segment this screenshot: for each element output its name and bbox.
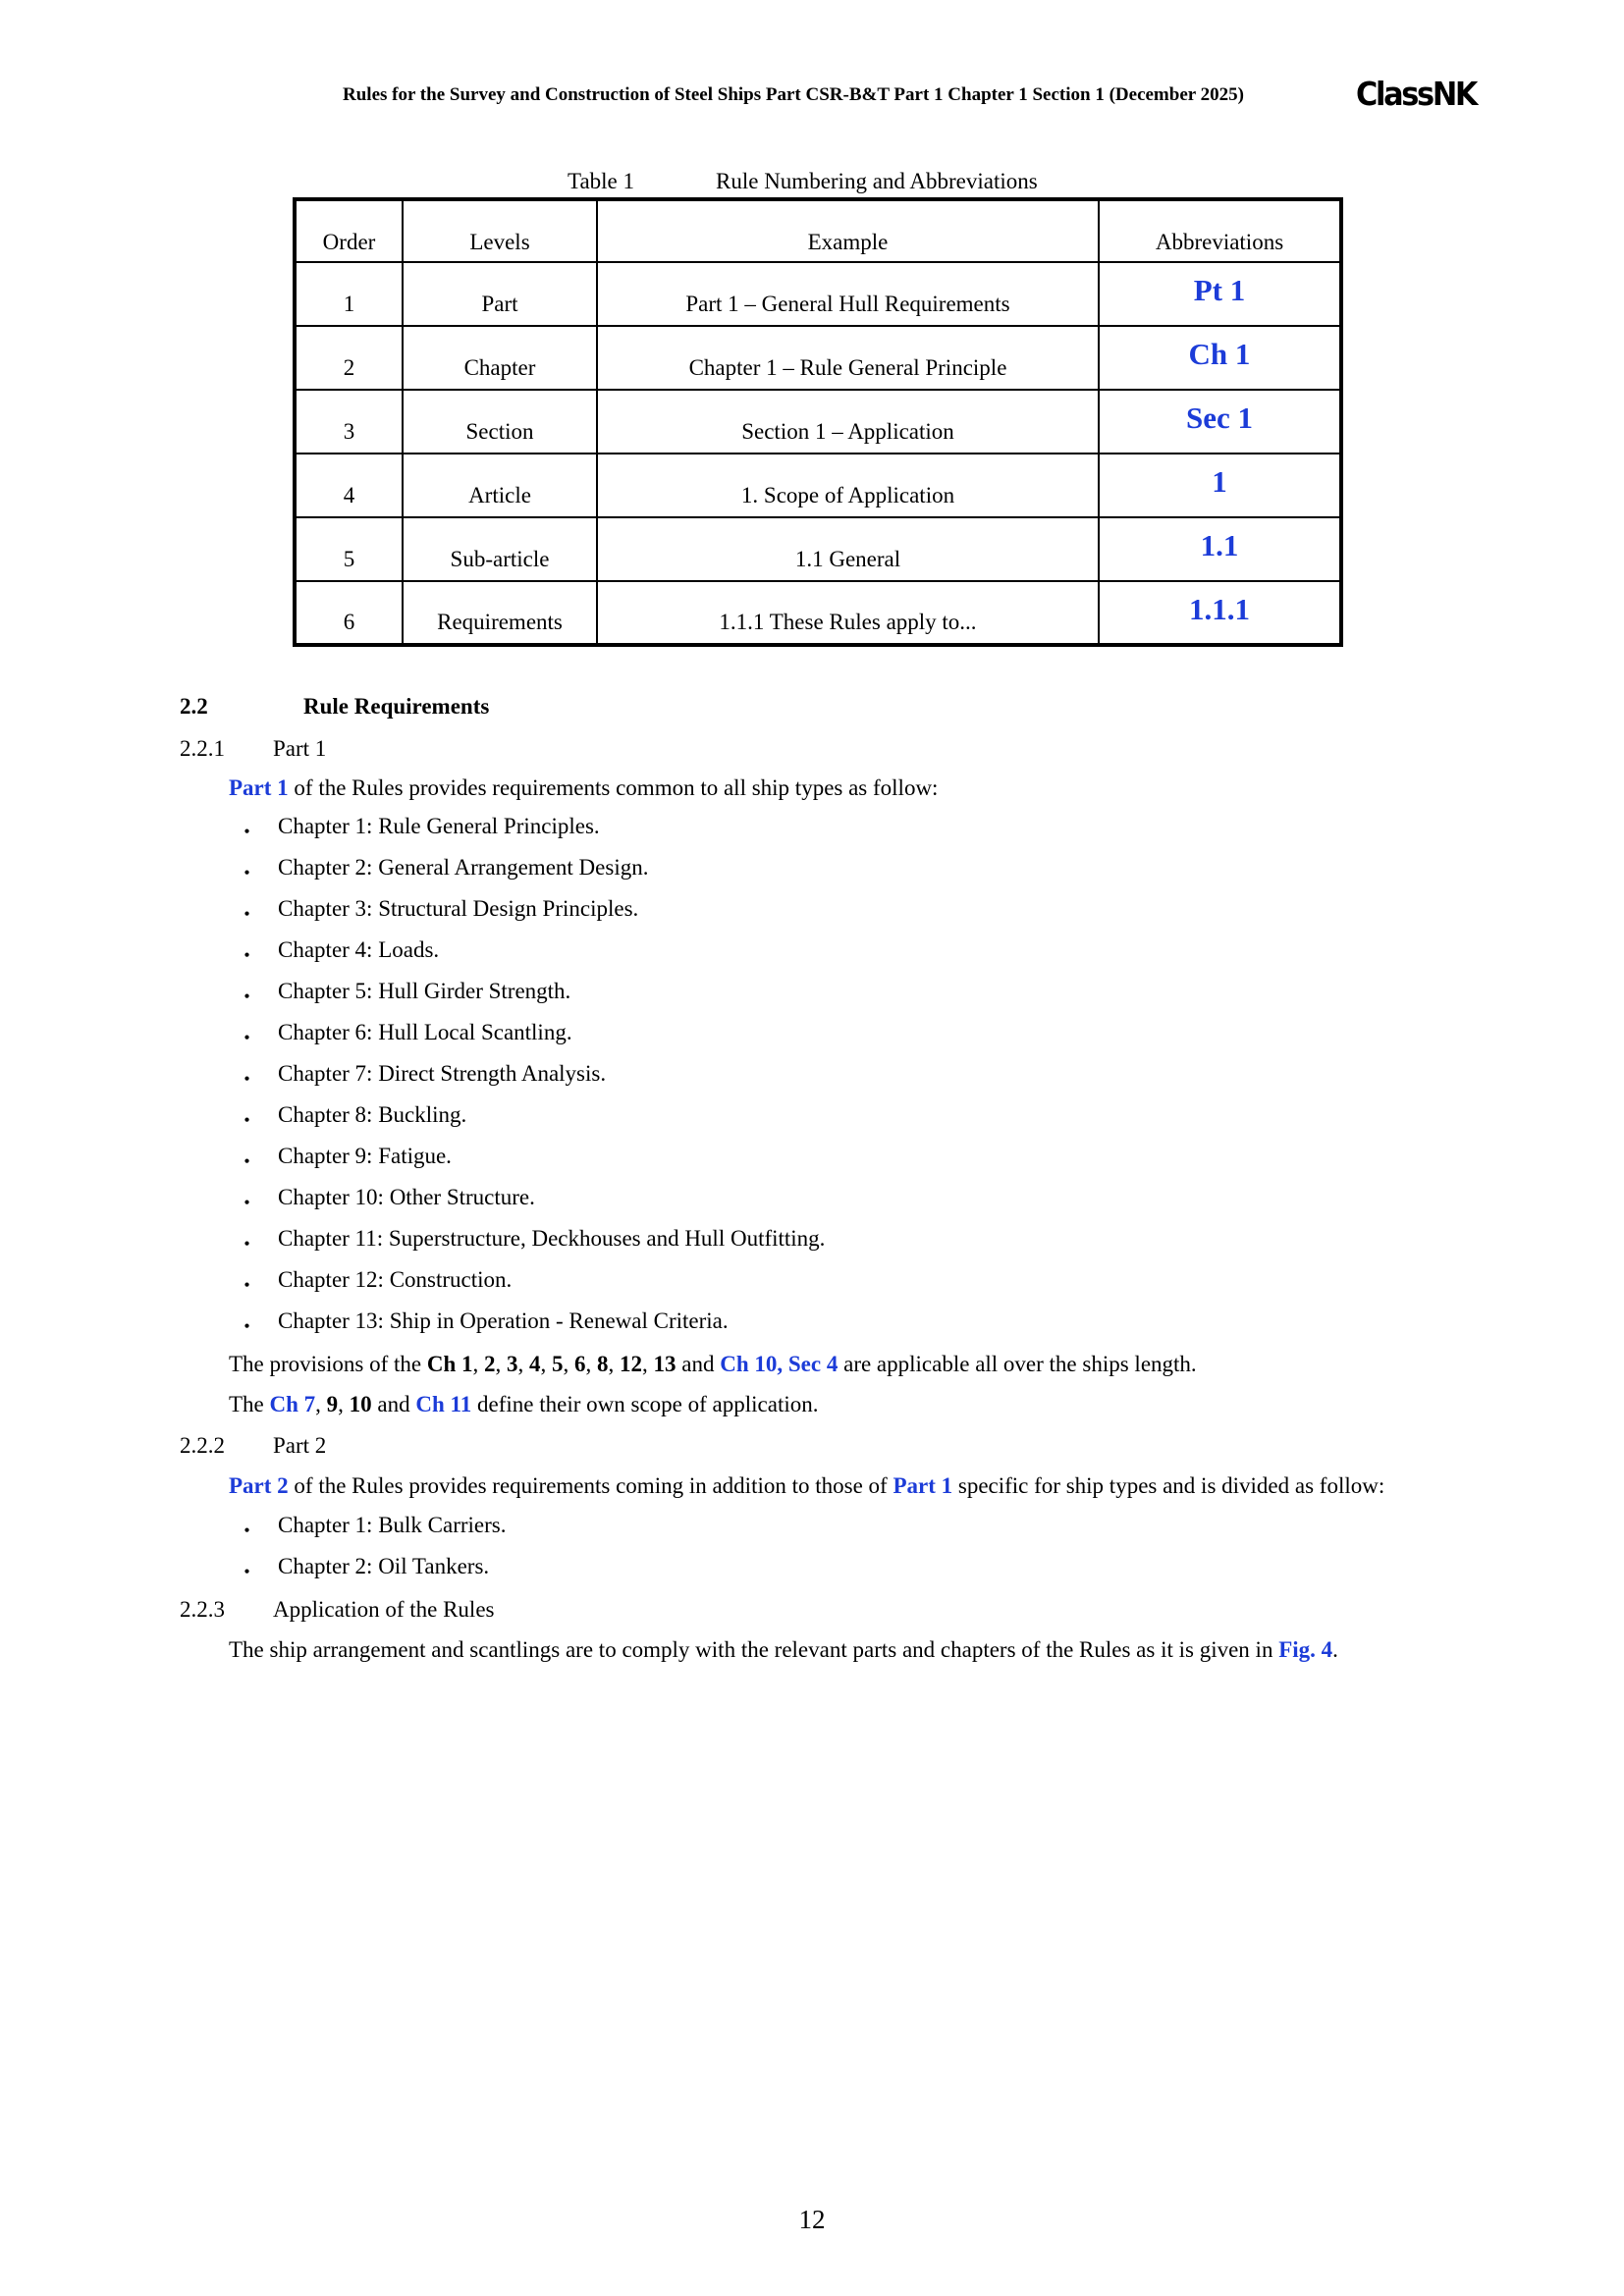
level-cell: Chapter: [403, 326, 597, 390]
order-cell: 6: [295, 581, 403, 645]
paragraph: Part 1 of the Rules provides requirements common to all ship types as follow:: [229, 775, 939, 800]
subsection-title: Part 1: [273, 736, 327, 761]
bullet-icon: ・: [236, 902, 258, 927]
list-item: Chapter 1: Bulk Carriers.: [278, 1513, 507, 1537]
table-row: [295, 390, 1341, 454]
paragraph: Part 2 of the Rules provides requirements coming in addition to those of Part 1 specific for ship types and is divided as follow:: [229, 1473, 1385, 1498]
list-item: Chapter 6: Hull Local Scantling.: [278, 1020, 572, 1044]
list-item: Chapter 2: General Arrangement Design.: [278, 855, 649, 880]
ch11-link[interactable]: Ch 11: [415, 1392, 472, 1416]
list-item: Chapter 12: Construction.: [278, 1267, 513, 1292]
bullet-icon: ・: [236, 1519, 258, 1543]
order-cell: 3: [295, 390, 403, 454]
bullet-icon: ・: [236, 1067, 258, 1092]
subsection-number: 2.2.2: [180, 1433, 225, 1458]
column-header-order: Order: [295, 199, 403, 262]
bullet-icon: ・: [236, 1149, 258, 1174]
order-cell: 1: [295, 262, 403, 326]
ch7-link[interactable]: Ch 7: [269, 1392, 316, 1416]
table-row: [295, 454, 1341, 517]
level-cell: Part: [403, 262, 597, 326]
list-item: Chapter 3: Structural Design Principles.: [278, 896, 639, 921]
level-cell: Requirements: [403, 581, 597, 645]
bullet-icon: ・: [236, 985, 258, 1009]
bullet-icon: ・: [236, 1314, 258, 1339]
list-item: Chapter 5: Hull Girder Strength.: [278, 979, 571, 1003]
part1-link[interactable]: Part 1: [893, 1473, 953, 1498]
provisions-paragraph: The provisions of the Ch 1, 2, 3, 4, 5, 6, 8, 12, 13 and Ch 10, Sec 4 are applicable all over the ships length.: [229, 1352, 1197, 1376]
example-cell: 1. Scope of Application: [597, 454, 1099, 517]
table-row: [295, 262, 1341, 326]
subsection-number: 2.2.3: [180, 1597, 225, 1622]
example-cell: Part 1 – General Hull Requirements: [597, 262, 1099, 326]
bullet-icon: ・: [236, 1232, 258, 1256]
list-item: Chapter 10: Other Structure.: [278, 1185, 535, 1209]
subsection-title: Part 2: [273, 1433, 327, 1458]
bullet-icon: ・: [236, 1560, 258, 1584]
rule-numbering-table: [293, 197, 1343, 647]
order-cell: 2: [295, 326, 403, 390]
scope-paragraph: The Ch 7, 9, 10 and Ch 11 define their own scope of application.: [229, 1392, 819, 1416]
order-cell: 5: [295, 517, 403, 581]
bullet-icon: ・: [236, 943, 258, 968]
ch10-sec4-link[interactable]: Ch 10, Sec 4: [720, 1352, 839, 1376]
part1-link[interactable]: Part 1: [229, 775, 289, 800]
bullet-icon: ・: [236, 820, 258, 844]
column-header-levels: Levels: [403, 199, 597, 262]
running-header: Rules for the Survey and Construction of Steel Ships Part CSR-B&T Part 1 Chapter 1 Section 1 (December 2025): [343, 84, 1244, 105]
column-header-example: Example: [597, 199, 1099, 262]
bullet-icon: ・: [236, 861, 258, 885]
abbreviation-cell: 1: [1099, 454, 1341, 517]
abbreviation-cell: Pt 1: [1099, 262, 1341, 326]
column-header-abbreviations: Abbreviations: [1099, 199, 1341, 262]
abbreviation-cell: 1.1.1: [1099, 581, 1341, 645]
bullet-icon: ・: [236, 1026, 258, 1050]
abbreviation-cell: Ch 1: [1099, 326, 1341, 390]
list-item: Chapter 13: Ship in Operation - Renewal Criteria.: [278, 1308, 729, 1333]
abbreviation-cell: Sec 1: [1099, 390, 1341, 454]
classnk-logo: ClassNK: [1356, 75, 1477, 113]
level-cell: Sub-article: [403, 517, 597, 581]
subsection-number: 2.2.1: [180, 736, 225, 761]
table-header-row: [295, 199, 1341, 262]
list-item: Chapter 4: Loads.: [278, 937, 440, 962]
example-cell: Section 1 – Application: [597, 390, 1099, 454]
order-cell: 4: [295, 454, 403, 517]
table-caption-title: Rule Numbering and Abbreviations: [716, 169, 1038, 193]
paragraph: The ship arrangement and scantlings are to comply with the relevant parts and chapters of the Rules as it is given in Fig. 4.: [229, 1637, 1338, 1662]
bullet-icon: ・: [236, 1273, 258, 1298]
example-cell: 1.1.1 These Rules apply to...: [597, 581, 1099, 645]
part2-link[interactable]: Part 2: [229, 1473, 289, 1498]
list-item: Chapter 1: Rule General Principles.: [278, 814, 600, 838]
bullet-icon: ・: [236, 1108, 258, 1133]
example-cell: 1.1 General: [597, 517, 1099, 581]
list-item: Chapter 7: Direct Strength Analysis.: [278, 1061, 607, 1086]
table-row: [295, 581, 1341, 645]
example-cell: Chapter 1 – Rule General Principle: [597, 326, 1099, 390]
table-caption-label: Table 1: [568, 169, 635, 193]
list-item: Chapter 2: Oil Tankers.: [278, 1554, 490, 1578]
abbreviation-cell: 1.1: [1099, 517, 1341, 581]
level-cell: Article: [403, 454, 597, 517]
table-row: [295, 517, 1341, 581]
subsection-title: Application of the Rules: [273, 1597, 495, 1622]
list-item: Chapter 11: Superstructure, Deckhouses and Hull Outfitting.: [278, 1226, 826, 1251]
level-cell: Section: [403, 390, 597, 454]
bullet-icon: ・: [236, 1191, 258, 1215]
section-title: Rule Requirements: [303, 694, 490, 719]
table-row: [295, 326, 1341, 390]
page-number: 12: [798, 2205, 826, 2234]
fig4-link[interactable]: Fig. 4: [1278, 1637, 1333, 1662]
section-number: 2.2: [180, 694, 208, 719]
list-item: Chapter 8: Buckling.: [278, 1102, 467, 1127]
list-item: Chapter 9: Fatigue.: [278, 1144, 452, 1168]
